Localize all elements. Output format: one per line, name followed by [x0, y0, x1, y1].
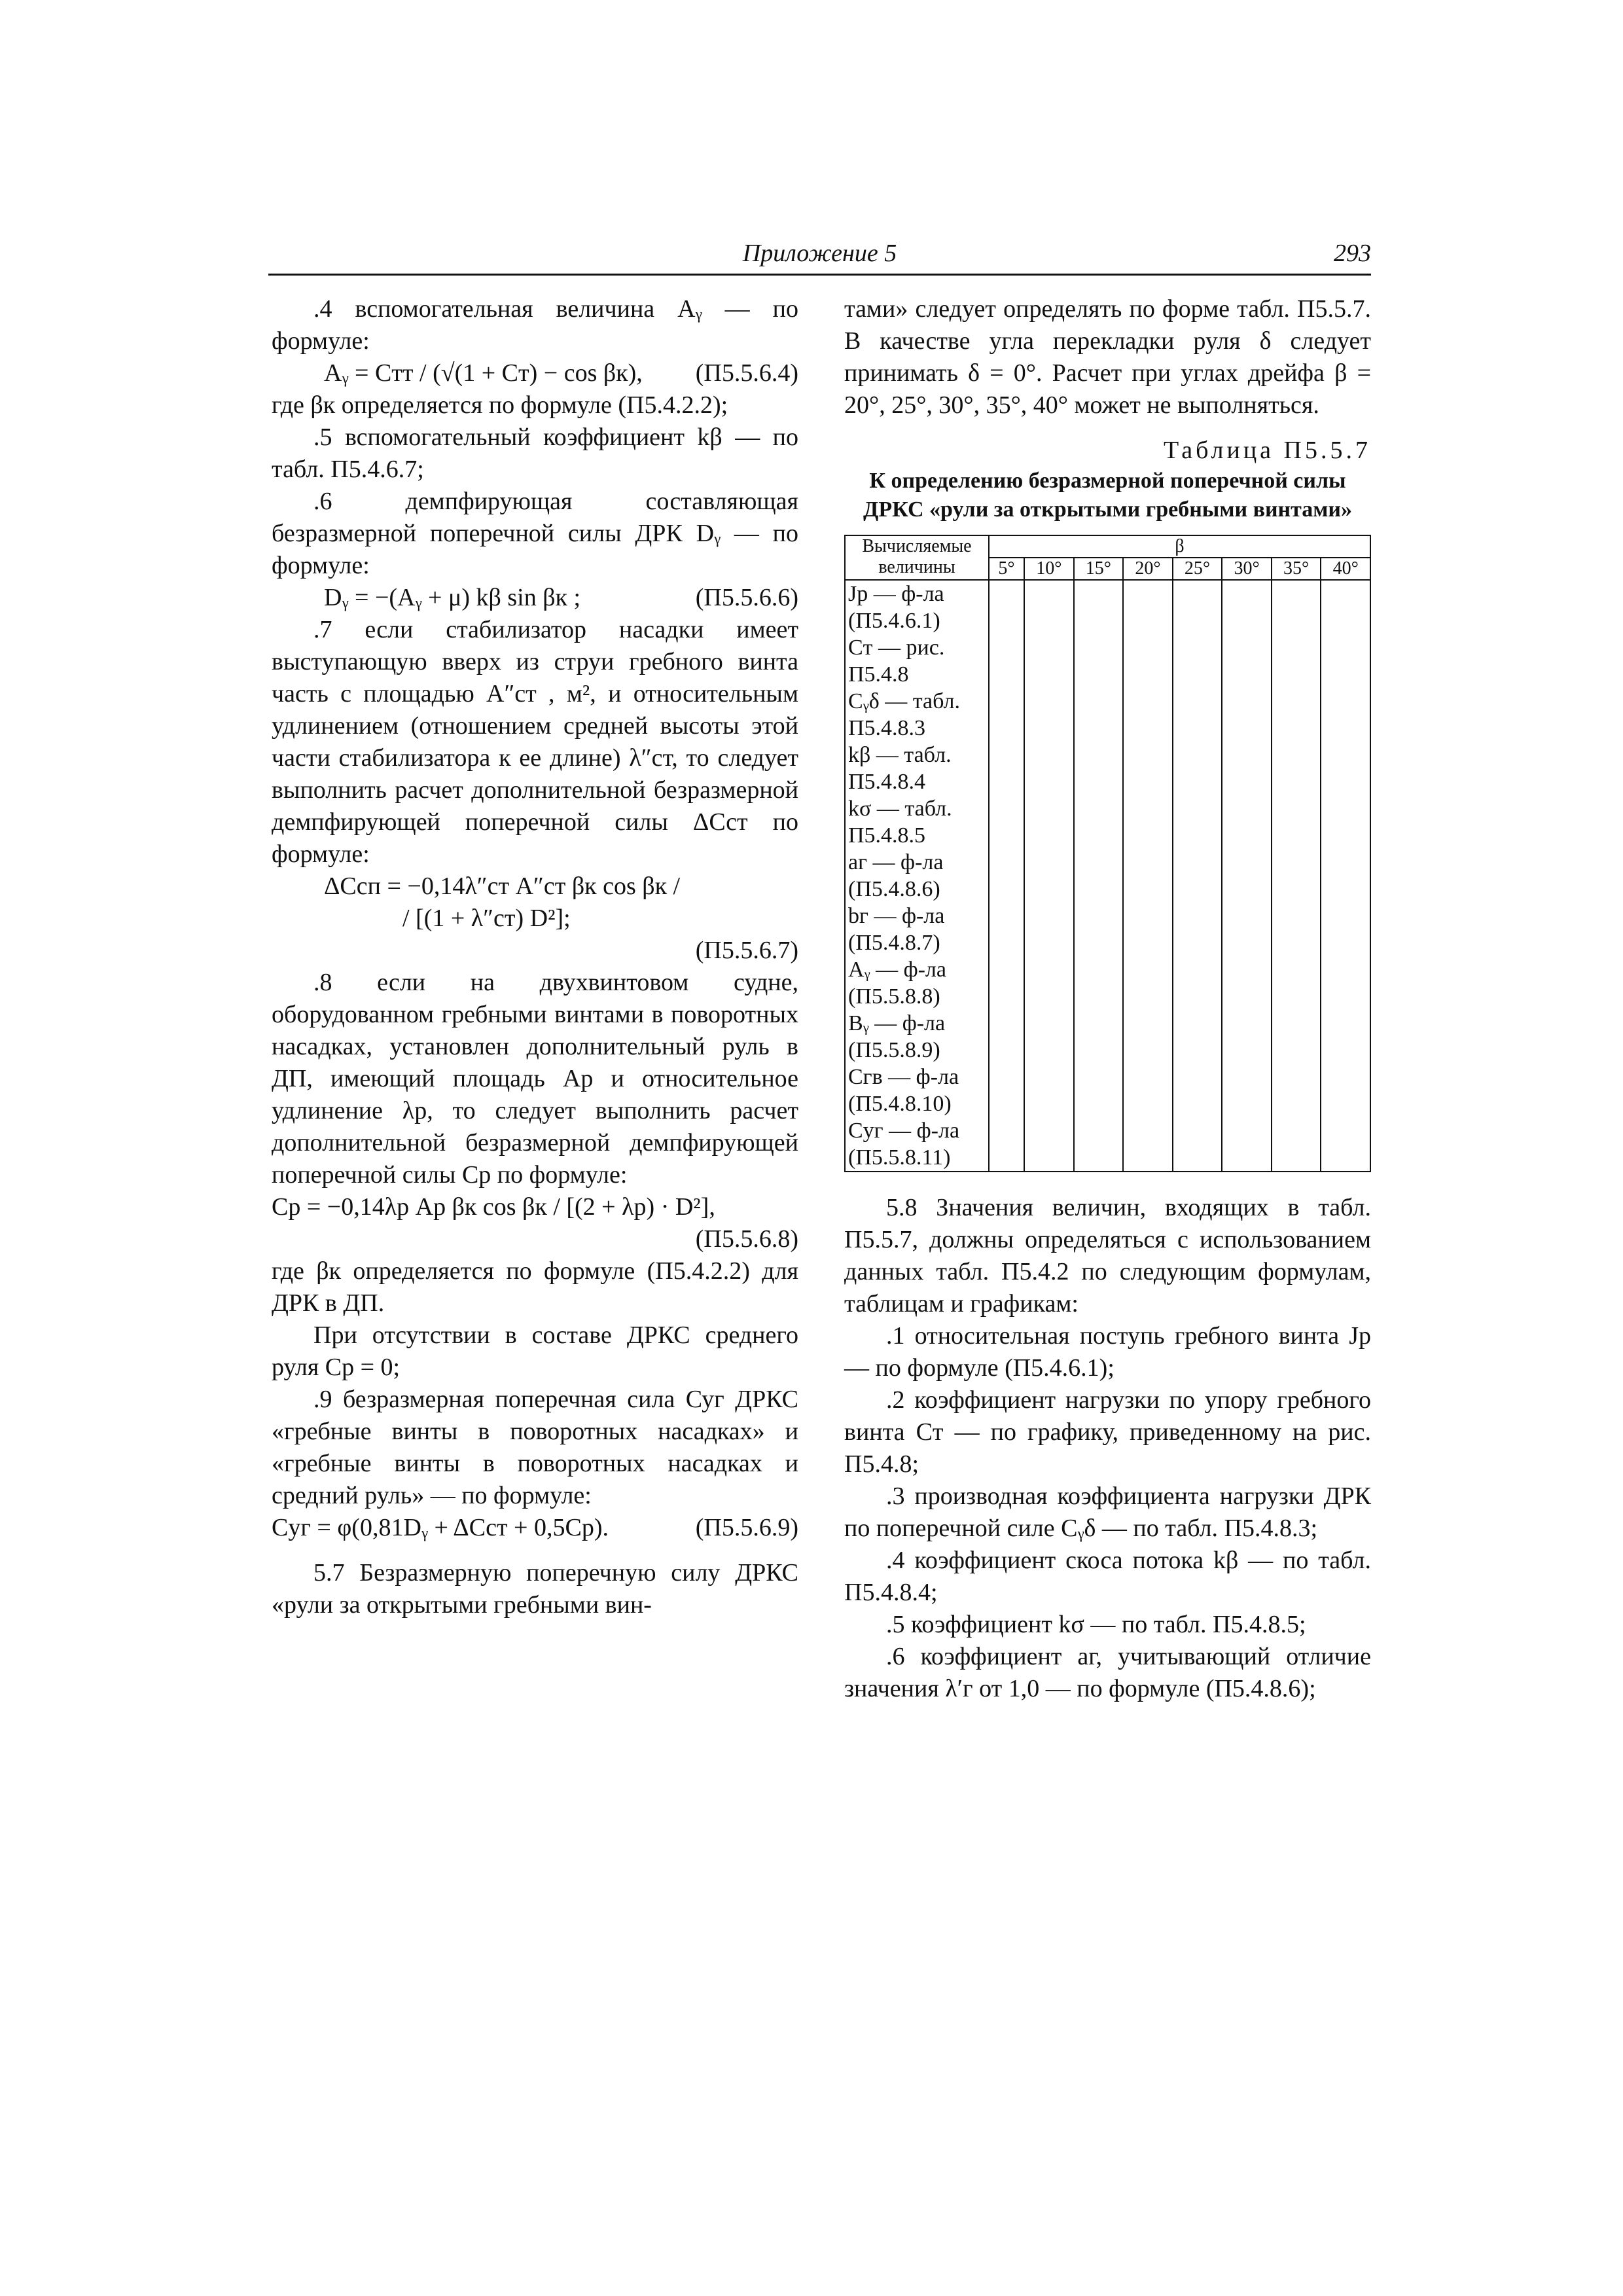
table-row: [848, 1064, 986, 1117]
table-row: [848, 742, 986, 795]
row-reference: (П5.4.8.6): [848, 877, 940, 901]
left-column: [272, 293, 798, 1621]
formula-number: (П5.5.6.8): [695, 1225, 798, 1253]
table-row: [848, 956, 986, 1010]
table-header-angle: 20°: [1123, 558, 1173, 580]
row-reference: (П5.5.8.9): [848, 1038, 940, 1062]
paragraph: .5 коэффициент kσ — по табл. П5.4.8.5;: [886, 1611, 1306, 1638]
formula: [272, 1512, 798, 1544]
row-reference: П5.4.8: [848, 662, 909, 687]
paragraph: 5.7 Безразмерную поперечную силу ДРКС «рули за открытыми гребными вин-: [272, 1559, 798, 1619]
table-row: [848, 849, 986, 903]
table-header-angle: 35°: [1272, 558, 1321, 580]
paragraph: При отсутствии в составе ДРКС среднего руля Ср = 0;: [272, 1321, 798, 1381]
table-row: [848, 581, 986, 634]
paragraph: где βк определяется по формуле (П5.4.2.2) для ДРК в ДП.: [272, 1257, 798, 1317]
formula-number: (П5.5.6.6): [695, 584, 798, 611]
header-title: Приложение 5: [742, 240, 897, 267]
table-row: [848, 1117, 986, 1171]
row-label: Jр — ф-ла: [848, 582, 944, 606]
paragraph: 5.8 Значения величин, входящих в табл. П5.5.7, должны определяться с использованием данных табл. П5.4.2 по следующим формулам, таблицам и графикам:: [844, 1194, 1371, 1318]
table-value-column: [1074, 580, 1124, 1172]
table-header-angle: 40°: [1321, 558, 1370, 580]
table-value-column: [1321, 580, 1370, 1172]
paragraph: тами» следует определять по форме табл. П5.5.7. В качестве угла перекладки руля δ следует принимать δ = 0°. Расчет при углах дрейфа β = 20°, 25°, 30°, 35°, 40° может не выполняться.: [844, 295, 1371, 419]
formula-expression: / [(1 + λ″ст) D²];: [402, 905, 571, 932]
table-header-quantity: Вычисляемые величины: [845, 535, 989, 580]
table-row: [848, 903, 986, 956]
formula: [272, 1191, 798, 1223]
table-header-angle: 15°: [1074, 558, 1124, 580]
row-label: kβ — табл.: [848, 743, 952, 767]
row-label: bг — ф-ла: [848, 904, 945, 928]
paragraph: .6 коэффициент aг, учитывающий отличие значения λ′г от 1,0 — по формуле (П5.4.8.6);: [844, 1643, 1371, 1702]
row-reference: П5.4.8.3: [848, 716, 926, 740]
formula-number: (П5.5.6.9): [695, 1514, 798, 1541]
table-row: [848, 688, 986, 742]
right-column: [844, 293, 1371, 1705]
formula-number: (П5.5.6.7): [695, 937, 798, 964]
formula: [272, 582, 798, 614]
paragraph: .9 безразмерная поперечная сила Суг ДРКС «гребные винты в поворотных насадках» и «гребные винты в поворотных насадках и средний руль» — по формуле:: [272, 1386, 798, 1509]
table-header-angle: 5°: [989, 558, 1024, 580]
table-row: [848, 795, 986, 849]
formula-expression: ΔCсп = −0,14λ″ст A″ст βк cos βк /: [324, 872, 681, 900]
formula: [272, 870, 798, 903]
formula-expression: Cуг = φ(0,81Dᵧ + ΔCст + 0,5Cр).: [272, 1514, 609, 1541]
formula: [272, 903, 798, 935]
data-table: [844, 535, 1371, 1172]
row-label: Аᵧ — ф-ла: [848, 958, 946, 982]
row-reference: П5.4.8.4: [848, 770, 926, 794]
paragraph: .4 коэффициент скоса потока kβ — по табл. П5.4.8.4;: [844, 1547, 1371, 1606]
table-header-beta: β: [989, 535, 1370, 558]
row-label: Cᵧδ — табл.: [848, 689, 960, 713]
row-label: kσ — табл.: [848, 797, 952, 821]
row-label: Cуг — ф-ла: [848, 1119, 960, 1143]
formula-expression: Cр = −0,14λр Aр βк cos βк / [(2 + λр) · D²],: [272, 1193, 715, 1221]
row-label: aг — ф-ла: [848, 850, 944, 874]
formula: [272, 357, 798, 389]
table-row: [848, 1010, 986, 1064]
row-reference: (П5.4.6.1): [848, 609, 940, 633]
formula: [272, 935, 798, 967]
table-value-column: [1173, 580, 1222, 1172]
formula-number: (П5.5.6.4): [695, 359, 798, 387]
row-reference: (П5.5.8.11): [848, 1145, 951, 1170]
header-rule: [268, 274, 1371, 276]
table-value-column: [989, 580, 1024, 1172]
paragraph: .5 вспомогательный коэффициент kβ — по табл. П5.4.6.7;: [272, 423, 798, 483]
paragraph: .1 относительная поступь гребного винта Jр — по формуле (П5.4.6.1);: [844, 1322, 1371, 1382]
table-value-column: [1123, 580, 1173, 1172]
paragraph: .2 коэффициент нагрузки по упору гребного винта Cᴛ — по графику, приведенному на рис. П5.4.8;: [844, 1386, 1371, 1478]
paragraph: где βк определяется по формуле (П5.4.2.2);: [272, 391, 728, 419]
formula-expression: Dᵧ = −(Аᵧ + μ) kβ sin βк ;: [324, 584, 581, 611]
row-reference: (П5.4.8.10): [848, 1092, 952, 1116]
paragraph: .3 производная коэффициента нагрузки ДРК по поперечной силе Cᵧδ — по табл. П5.4.8.3;: [844, 1482, 1371, 1542]
table-row: [848, 634, 986, 688]
table-header-angle: 25°: [1173, 558, 1222, 580]
table-value-column: [1222, 580, 1272, 1172]
page-number: 293: [1334, 240, 1371, 267]
row-reference: (П5.4.8.7): [848, 931, 940, 955]
table-caption: Таблица П5.5.7: [1164, 437, 1371, 464]
formula-expression: Аᵧ = Cᴛᴛ / (√(1 + Cᴛ) − cos βк),: [324, 359, 643, 387]
formula: [272, 1223, 798, 1255]
paragraph: .6 демпфирующая составляющая безразмерной поперечной силы ДРК Dᵧ — по формуле:: [272, 488, 798, 579]
row-label: Cᴛ — рис.: [848, 636, 945, 660]
row-label: Bᵧ — ф-ла: [848, 1011, 946, 1035]
table-header-angle: 10°: [1024, 558, 1074, 580]
table-title: К определению безразмерной поперечной силы ДРКС «рули за открытыми гребными винтами»: [863, 469, 1352, 522]
paragraph: .8 если на двухвинтовом судне, оборудованном гребными винтами в поворотных насадках, установлен дополнительный руль в ДП, имеющий площадь Ар и относительное удлинение λр, то следует выполнить расчет дополнительной безразмерной демпфирующей поперечной силы Ср по формуле:: [272, 969, 798, 1189]
paragraph: .4 вспомогательная величина Аᵧ — по формуле:: [272, 295, 798, 355]
running-header: [268, 239, 1371, 272]
row-label: Cгв — ф-ла: [848, 1065, 959, 1089]
table-quantity-list: [845, 580, 989, 1172]
row-reference: (П5.5.8.8): [848, 984, 940, 1009]
table-value-column: [1272, 580, 1321, 1172]
row-reference: П5.4.8.5: [848, 823, 926, 848]
table-value-column: [1024, 580, 1074, 1172]
table-header-angle: 30°: [1222, 558, 1272, 580]
paragraph: .7 если стабилизатор насадки имеет выступающую вверх из струи гребного винта часть с площадью A″ст , м², и относительным удлинением (отношением средней высоты этой части стабилизатора к ее длине) λ″ст, то следует выполнить расчет дополнительной безразмерной демпфирующей поперечной силы ΔСст по формуле:: [272, 616, 798, 868]
